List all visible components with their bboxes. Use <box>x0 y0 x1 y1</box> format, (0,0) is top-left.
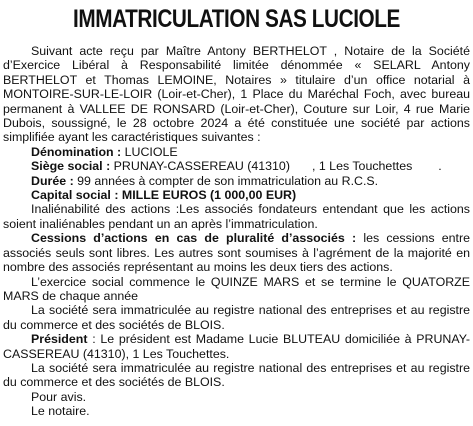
duree-label: Durée : <box>31 173 74 188</box>
cessions-text: les cessions entre associés seuls sont libres. Les autres sont soumises à l’agrément de la majorité en nombre des associés représentant au moins les deux tiers des actions. <box>3 231 470 275</box>
capital-line <box>3 188 470 202</box>
notice-title: IMMATRICULATION SAS LUCIOLE <box>73 5 400 33</box>
capital-value: MILLE EUROS (1 000,00 EUR) <box>121 188 297 203</box>
president-text: : Le président est Madame Lucie BLUTEAU domiciliée à PRUNAY-CASSEREAU (41310), 1 Les Touchettes. <box>3 332 470 361</box>
siege-end: . <box>438 159 442 174</box>
president-paragraph <box>3 332 470 361</box>
rcs-paragraph-2: La société sera immatriculée au registre national des entreprises et au registre du commerce et des sociétés de BLOIS. <box>3 360 470 390</box>
signature-line: Le notaire. <box>31 404 90 419</box>
rcs-paragraph-1: La société sera immatriculée au registre national des entreprises et au registre du commerce et des sociétés de BLOIS. <box>3 303 470 332</box>
denomination-label: Dénomination : <box>31 144 122 159</box>
siege-city: PRUNAY-CASSEREAU (41310) <box>113 159 290 174</box>
closing-line: Pour avis. <box>31 389 87 404</box>
inalienability-paragraph: Inaliénabilité des actions :Les associés fondateurs entendant que les actions soient inaliénables pendant un an après l’immatriculation. <box>3 202 470 231</box>
siege-label: Siège social : <box>31 159 111 174</box>
capital-label: Capital social : <box>31 188 119 203</box>
siege-line <box>3 159 470 173</box>
duree-line <box>3 174 470 188</box>
denomination-value: LUCIOLE <box>124 144 178 159</box>
notice-body <box>3 44 470 419</box>
siege-street: , 1 Les Touchettes <box>311 159 413 174</box>
cessions-paragraph <box>3 231 470 274</box>
cessions-label: Cessions d’actions en cas de pluralité d’associés : <box>31 231 357 246</box>
president-label: Président <box>31 332 88 347</box>
exercice-paragraph: L’exercice social commence le QUINZE MARS et se termine le QUATORZE MARS de chaque année <box>3 274 470 303</box>
duree-value: 99 années à compter de son immatriculation au R.C.S. <box>77 173 379 188</box>
denomination-line <box>3 145 470 159</box>
intro-paragraph: Suivant acte reçu par Maître Antony BERTHELOT , Notaire de la Société d’Exercice Libéral à Responsabilité limitée dénommée « SELARL Antony BERTHELOT et Thomas LEMOINE, Notaires » titulaire d’un office notarial à MONTOIRE-SUR-LE-LOIR (Loir-et-Cher), 1 Place du Maréchal Foch, avec bureau permanent à VALLEE DE RONSARD (Loir-et-Cher), Couture sur Loir, 4 rue Marie Dubois, soussigné, le 28 octobre 2024 a été constituée une société par actions simplifiée ayant les caractéristiques suivantes : <box>3 44 470 145</box>
